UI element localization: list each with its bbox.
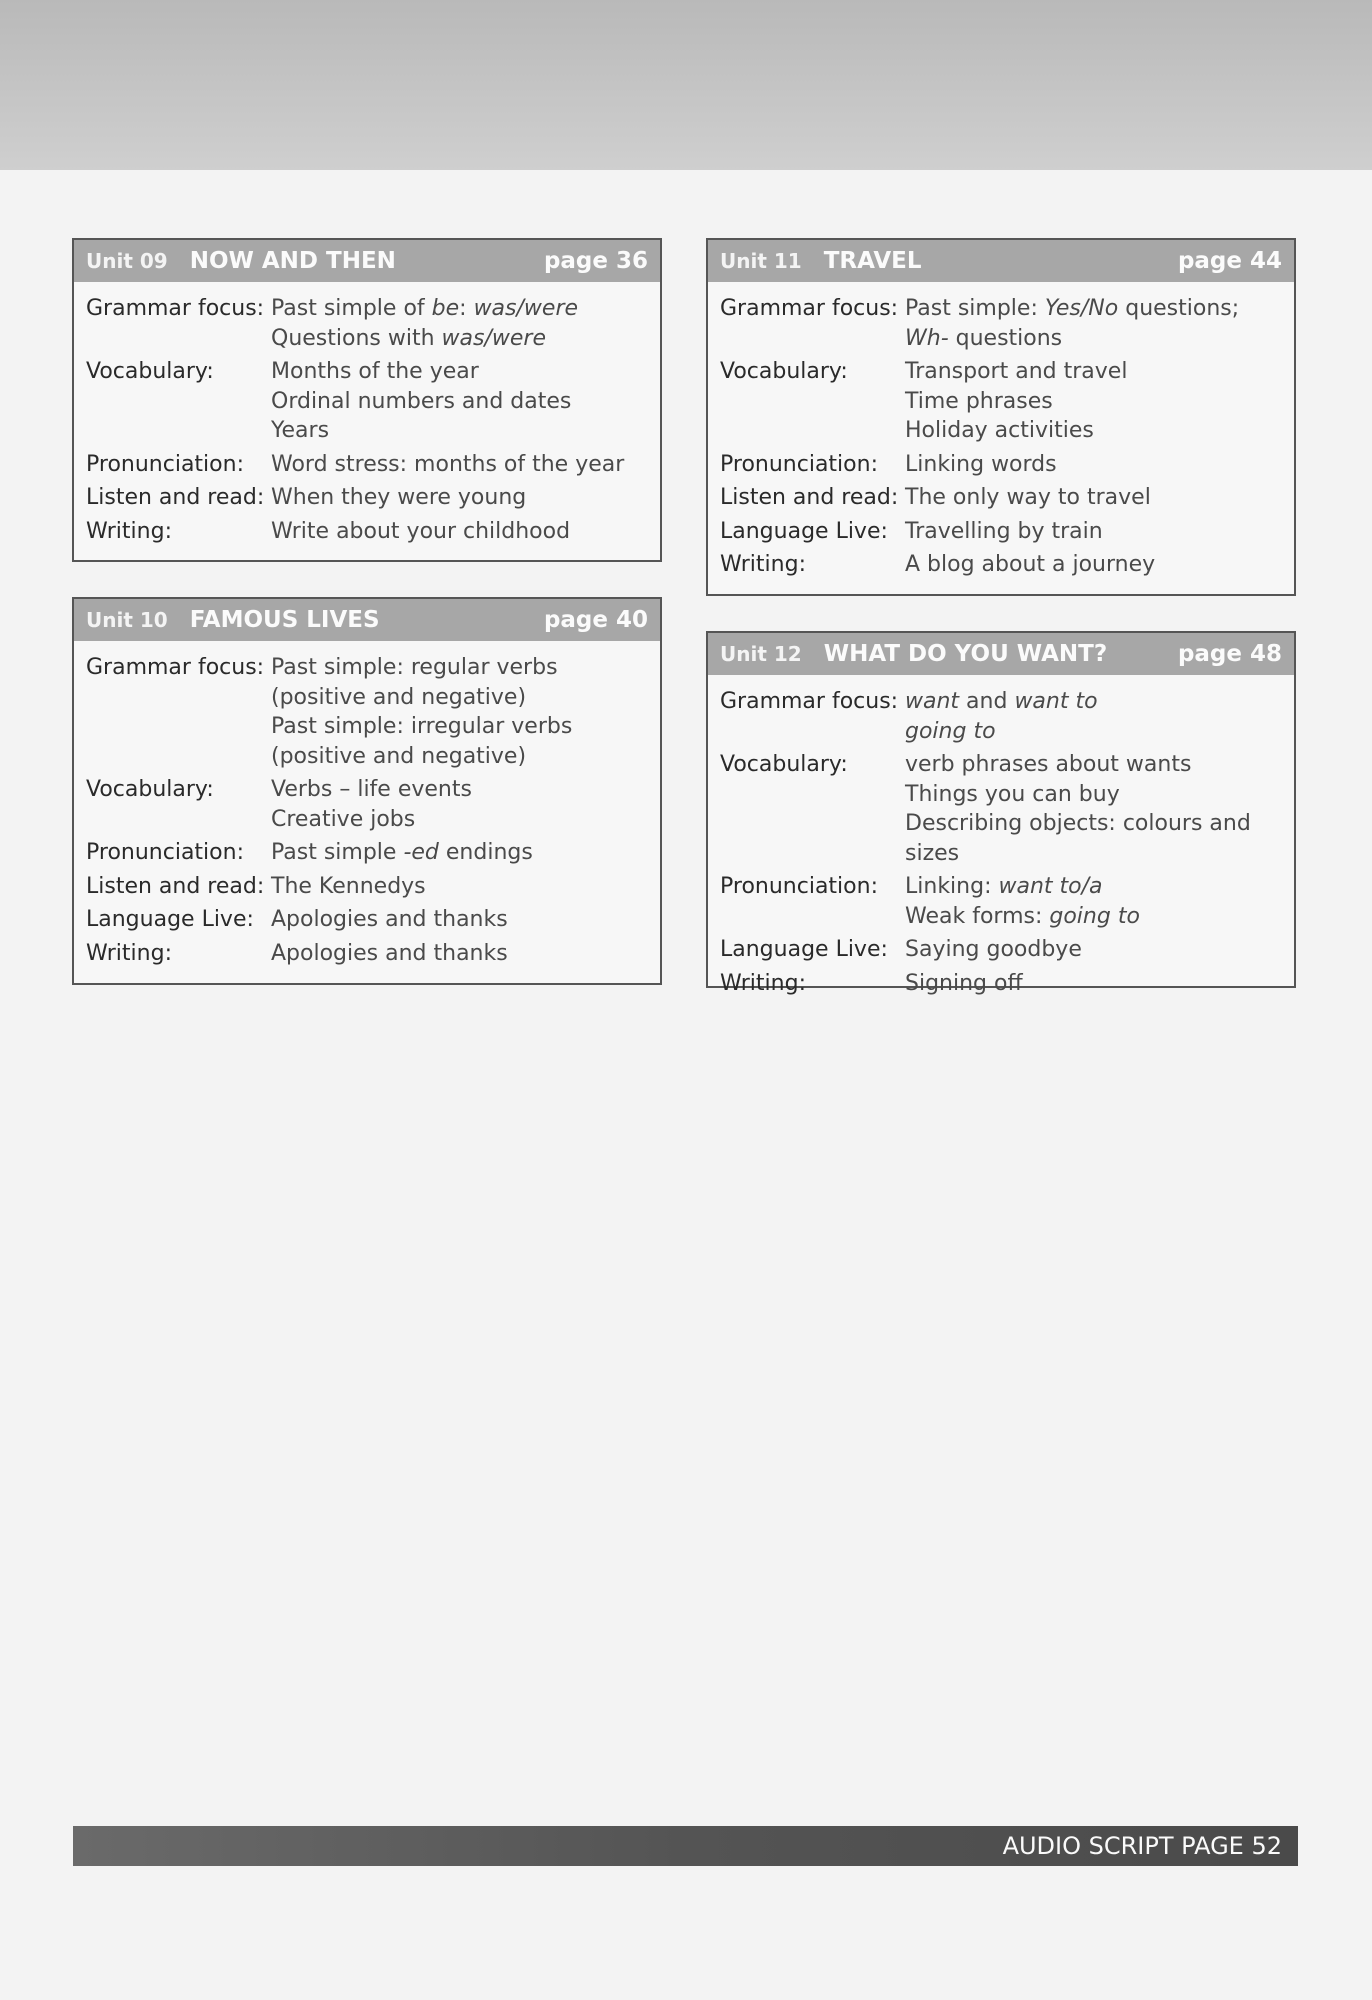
value-line xyxy=(905,687,1284,717)
value-segment: Travelling by train xyxy=(905,518,1103,544)
unit-body xyxy=(74,282,660,558)
value-segment: Weak forms: xyxy=(905,903,1050,929)
row-values xyxy=(271,872,660,902)
value-segment: going to xyxy=(1049,903,1140,929)
value-line xyxy=(905,450,1284,480)
value-segment: questions; xyxy=(1118,296,1240,321)
row-values xyxy=(271,357,660,446)
value-line xyxy=(271,712,650,771)
row-label: Grammar focus: xyxy=(720,296,899,321)
row-values xyxy=(905,550,1294,580)
unit-11-box xyxy=(706,238,1296,596)
row-label: Grammar focus: xyxy=(720,689,899,714)
unit-number: Unit 11 xyxy=(720,249,802,273)
unit-row xyxy=(720,750,1294,868)
unit-row xyxy=(720,550,1294,580)
value-segment: : xyxy=(459,296,474,321)
unit-number: Unit 12 xyxy=(720,642,802,666)
unit-header xyxy=(74,240,660,282)
top-header-band xyxy=(0,0,1372,170)
row-values xyxy=(905,517,1294,547)
unit-row xyxy=(86,483,660,513)
value-segment: Yes/No xyxy=(1044,296,1119,321)
value-line xyxy=(271,939,650,969)
row-values xyxy=(271,838,660,868)
value-segment: Past simple: xyxy=(905,296,1045,321)
value-line xyxy=(271,450,650,480)
row-values xyxy=(271,294,660,353)
unit-row xyxy=(720,687,1294,746)
unit-title: FAMOUS LIVES xyxy=(189,607,380,633)
row-label: Pronunciation: xyxy=(720,451,878,477)
value-segment: Apologies and thanks xyxy=(271,940,508,966)
value-line xyxy=(905,483,1284,513)
row-label: Language Live: xyxy=(720,937,888,962)
row-values xyxy=(271,939,660,969)
unit-row xyxy=(720,357,1294,446)
value-line xyxy=(905,750,1284,780)
value-segment: Linking: xyxy=(905,874,999,899)
row-values xyxy=(905,872,1294,931)
value-line xyxy=(905,294,1284,324)
value-segment: was/were xyxy=(441,325,546,351)
value-line xyxy=(905,780,1284,810)
value-segment: Saying goodbye xyxy=(905,937,1082,962)
unit-row xyxy=(86,838,660,868)
unit-page-ref: page 36 xyxy=(543,248,648,274)
value-segment: Months of the year xyxy=(271,359,479,384)
footer-page-label: AUDIO SCRIPT PAGE 52 xyxy=(1002,1832,1282,1860)
value-segment: A blog about a journey xyxy=(905,552,1156,577)
unit-header xyxy=(708,240,1294,282)
value-segment: verb phrases about wants xyxy=(905,752,1192,777)
row-label: Writing: xyxy=(86,518,172,544)
unit-page-ref: page 48 xyxy=(1177,641,1282,667)
unit-row xyxy=(86,517,660,547)
row-values xyxy=(905,750,1294,868)
value-segment: Signing off xyxy=(905,970,1023,996)
value-segment: Apologies and thanks xyxy=(271,907,508,932)
value-segment: be xyxy=(431,296,460,321)
value-segment: The Kennedys xyxy=(271,873,426,899)
unit-row xyxy=(86,872,660,902)
row-values xyxy=(271,905,660,935)
value-line xyxy=(271,872,650,902)
value-line xyxy=(271,483,650,513)
value-line xyxy=(271,357,650,387)
value-segment: Ordinal numbers and dates xyxy=(271,388,572,414)
unit-row xyxy=(720,450,1294,480)
unit-body xyxy=(708,675,1294,1010)
unit-09-box xyxy=(72,238,662,562)
unit-row xyxy=(86,653,660,771)
unit-number: Unit 09 xyxy=(86,249,168,273)
unit-12-box xyxy=(706,631,1296,996)
row-values xyxy=(905,357,1294,446)
unit-row xyxy=(720,872,1294,931)
unit-row xyxy=(720,294,1294,353)
unit-title: TRAVEL xyxy=(823,248,922,274)
value-segment: want xyxy=(905,689,960,714)
row-values xyxy=(905,935,1294,965)
unit-row xyxy=(86,939,660,969)
value-line xyxy=(271,517,650,547)
row-label: Grammar focus: xyxy=(86,296,265,321)
value-segment: Past simple xyxy=(271,840,404,865)
row-values xyxy=(271,450,660,480)
unit-row xyxy=(720,483,1294,513)
value-segment: Past simple of xyxy=(271,296,432,321)
value-segment: Wh- xyxy=(905,325,949,351)
value-segment: Word stress: months of the year xyxy=(271,451,625,477)
row-label: Writing: xyxy=(86,940,172,966)
row-label: Vocabulary: xyxy=(86,359,214,384)
row-values xyxy=(271,517,660,547)
unit-row xyxy=(720,935,1294,965)
value-line xyxy=(271,416,650,446)
value-segment: Transport and travel xyxy=(905,359,1128,384)
row-label: Language Live: xyxy=(720,518,888,544)
value-segment: going to xyxy=(905,718,996,744)
row-label: Writing: xyxy=(720,970,806,996)
value-segment: questions xyxy=(948,325,1063,351)
value-line xyxy=(905,416,1284,446)
value-line xyxy=(905,969,1284,999)
value-segment: Questions with xyxy=(271,325,442,351)
unit-number: Unit 10 xyxy=(86,608,168,632)
value-segment: Past simple: regular verbs (positive and negative) xyxy=(271,655,558,710)
row-values xyxy=(905,294,1294,353)
row-label: Vocabulary: xyxy=(720,359,848,384)
row-label: Vocabulary: xyxy=(720,752,848,777)
value-line xyxy=(905,324,1284,354)
unit-title: NOW AND THEN xyxy=(189,248,396,274)
value-segment: want to/a xyxy=(998,874,1103,899)
unit-10-box xyxy=(72,597,662,985)
row-label: Listen and read: xyxy=(720,485,899,510)
value-line xyxy=(905,935,1284,965)
value-segment: Time phrases xyxy=(905,388,1053,414)
value-line xyxy=(905,809,1284,868)
value-segment: and xyxy=(959,689,1015,714)
unit-row xyxy=(86,450,660,480)
value-line xyxy=(271,294,650,324)
value-line xyxy=(905,387,1284,417)
row-label: Pronunciation: xyxy=(86,840,244,865)
value-line xyxy=(271,653,650,712)
unit-row xyxy=(86,357,660,446)
unit-row xyxy=(86,775,660,834)
row-values xyxy=(905,483,1294,513)
value-segment: Years xyxy=(271,418,330,443)
value-line xyxy=(271,324,650,354)
row-label: Listen and read: xyxy=(86,485,265,510)
value-segment: When they were young xyxy=(271,485,527,510)
row-values xyxy=(271,483,660,513)
value-line xyxy=(271,387,650,417)
value-line xyxy=(905,357,1284,387)
row-values xyxy=(271,775,660,834)
unit-title: WHAT DO YOU WANT? xyxy=(823,641,1108,667)
value-line xyxy=(905,550,1284,580)
value-segment: Verbs – life events xyxy=(271,777,472,802)
value-line xyxy=(271,838,650,868)
value-segment: Linking words xyxy=(905,451,1057,477)
value-line xyxy=(271,905,650,935)
row-values xyxy=(905,450,1294,480)
value-segment: was/were xyxy=(473,296,579,321)
row-values xyxy=(905,969,1294,999)
row-label: Writing: xyxy=(720,552,806,577)
value-segment: -ed xyxy=(403,840,439,865)
unit-page-ref: page 40 xyxy=(543,607,648,633)
row-label: Grammar focus: xyxy=(86,655,265,680)
unit-body xyxy=(708,282,1294,592)
row-label: Language Live: xyxy=(86,907,254,932)
value-line xyxy=(905,902,1284,932)
row-label: Vocabulary: xyxy=(86,777,214,802)
value-segment: want to xyxy=(1014,689,1098,714)
value-segment: Write about your childhood xyxy=(271,518,571,544)
value-line xyxy=(905,872,1284,902)
row-values xyxy=(271,653,660,771)
unit-row xyxy=(720,517,1294,547)
value-segment: Things you can buy xyxy=(905,781,1120,807)
value-line xyxy=(905,717,1284,747)
value-line xyxy=(271,775,650,805)
value-segment: endings xyxy=(438,840,533,865)
value-segment: Holiday activities xyxy=(905,418,1094,443)
unit-row xyxy=(86,905,660,935)
value-segment: Past simple: irregular verbs (positive and negative) xyxy=(271,714,573,769)
unit-row xyxy=(86,294,660,353)
unit-page-ref: page 44 xyxy=(1177,248,1282,274)
value-segment: The only way to travel xyxy=(905,485,1151,510)
row-label: Pronunciation: xyxy=(720,874,878,899)
row-label: Pronunciation: xyxy=(86,451,244,477)
value-line xyxy=(271,805,650,835)
unit-header xyxy=(74,599,660,641)
value-segment: Creative jobs xyxy=(271,806,416,832)
unit-header xyxy=(708,633,1294,675)
unit-body xyxy=(74,641,660,980)
value-line xyxy=(905,517,1284,547)
footer-bar xyxy=(73,1826,1298,1866)
unit-row xyxy=(720,969,1294,999)
value-segment: Describing objects: colours and sizes xyxy=(905,811,1251,866)
row-label: Listen and read: xyxy=(86,873,265,899)
row-values xyxy=(905,687,1294,746)
